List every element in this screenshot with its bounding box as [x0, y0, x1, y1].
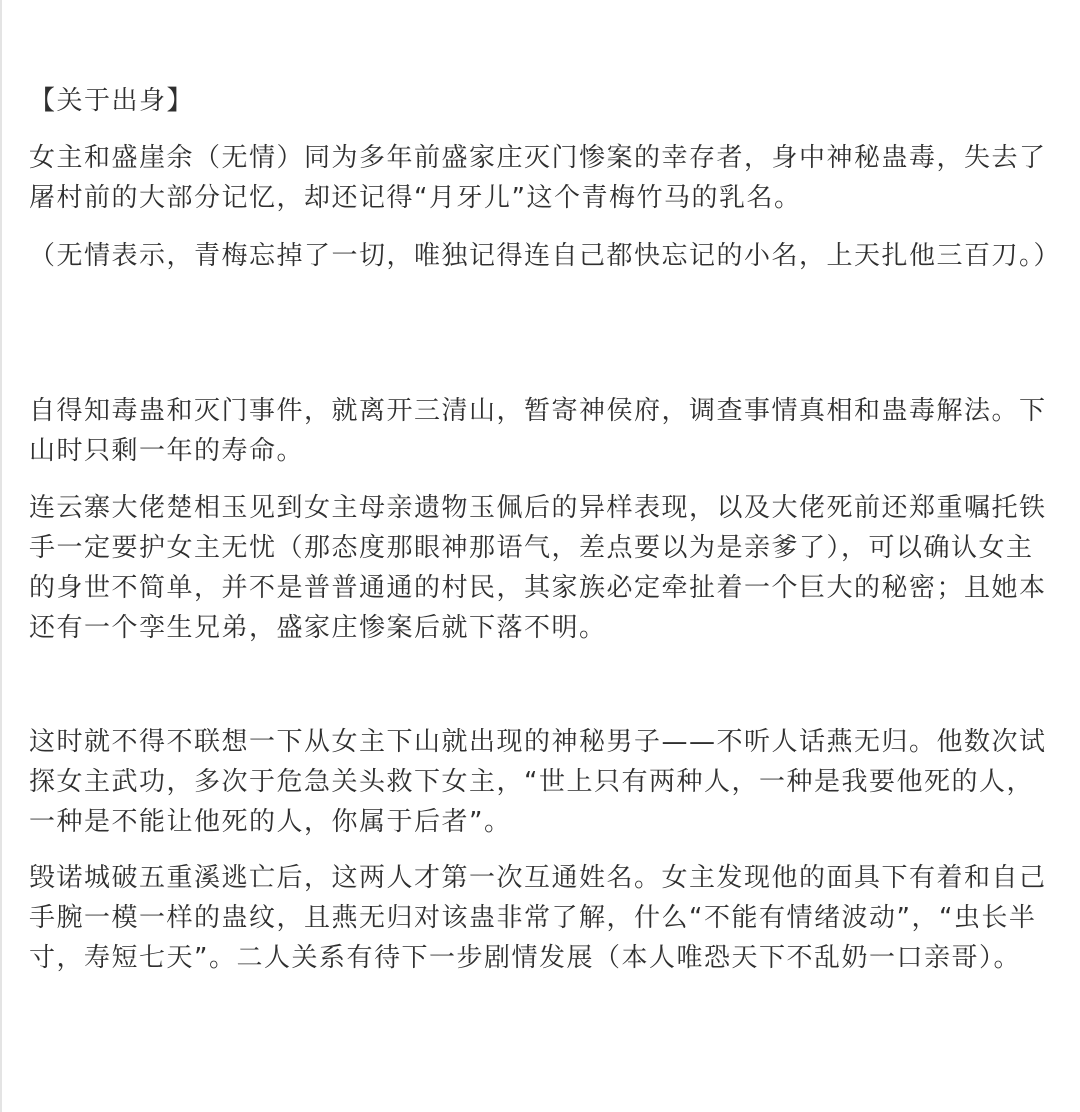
paragraph: 女主和盛崖余（无情）同为多年前盛家庄灭门惨案的幸存者，身中神秘蛊毒，失去了屠村前的大部分记忆，却还记得“月牙儿”这个青梅竹马的乳名。	[29, 143, 1047, 213]
paragraph: 自得知毒蛊和灭门事件，就离开三清山，暂寄神侯府，调查事情真相和蛊毒解法。下山时只剩一年的寿命。	[29, 396, 1047, 466]
paragraph: 毁诺城破五重溪逃亡后，这两人才第一次互通姓名。女主发现他的面具下有着和自己手腕一模一样的蛊纹，且燕无归对该蛊非常了解，什么“不能有情绪波动”，“虫长半寸，寿短七天”。二人关系有待下一步剧情发展（本人唯恐天下不乱奶一口亲哥）。	[29, 863, 1047, 973]
section-heading: 【关于出身】	[29, 86, 195, 116]
paragraph: （无情表示，青梅忘掉了一切，唯独记得连自己都快忘记的小名，上天扎他三百刀。）	[29, 241, 1062, 271]
left-border	[0, 0, 2, 1112]
paragraph: 这时就不得不联想一下从女主下山就出现的神秘男子——不听人话燕无归。他数次试探女主武功，多次于危急关头救下女主，“世上只有两种人，一种是我要他死的人，一种是不能让他死的人，你属于后者”。	[29, 727, 1047, 837]
paragraph: 连云寨大佬楚相玉见到女主母亲遗物玉佩后的异样表现，以及大佬死前还郑重嘱托铁手一定要护女主无忧（那态度那眼神那语气，差点要以为是亲爹了），可以确认女主的身世不简单，并不是普普通通的村民，其家族必定牵扯着一个巨大的秘密；且她本还有一个孪生兄弟，盛家庄惨案后就下落不明。	[29, 493, 1047, 643]
